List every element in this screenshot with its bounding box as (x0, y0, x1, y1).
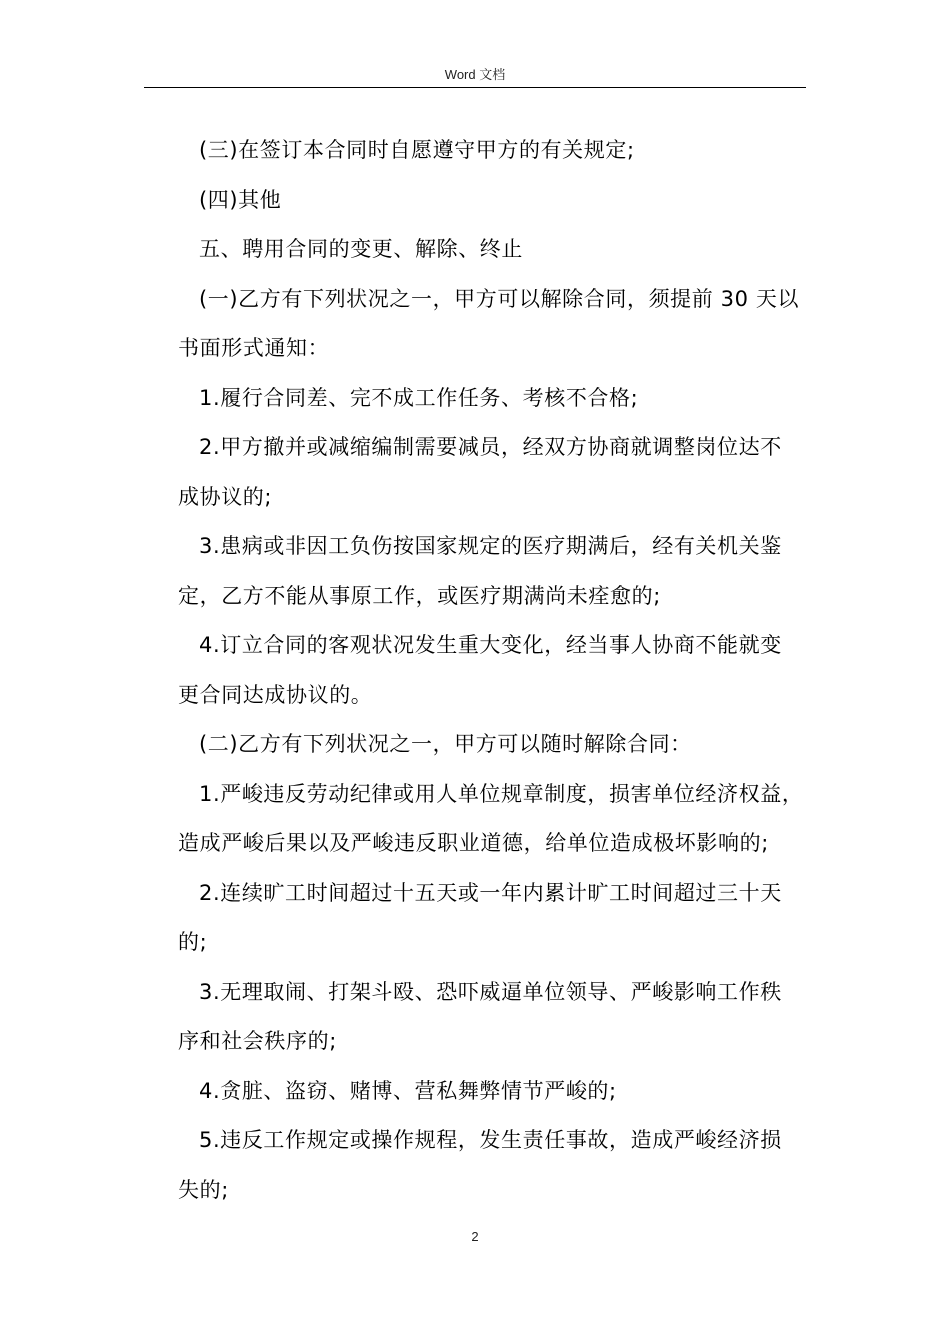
list-item: 1.严峻违反劳动纪律或用人单位规章制度，损害单位经济权益， (199, 781, 804, 806)
paragraph-line: (一)乙方有下列状况之一，甲方可以解除合同，须提前 30 天以 (199, 286, 800, 311)
list-item-continuation: 的; (178, 930, 208, 954)
list-item: 4.订立合同的客观状况发生重大变化，经当事人协商不能就变 (199, 633, 782, 657)
list-item: 2.甲方撤并或减缩编制需要减员，经双方协商就调整岗位达不 (199, 435, 782, 459)
list-item: 5.违反工作规定或操作规程，发生责任事故，造成严峻经济损 (199, 1128, 782, 1152)
list-item: 1.履行合同差、完不成工作任务、考核不合格; (199, 385, 639, 410)
paragraph-line: 书面形式通知： (178, 336, 330, 360)
list-item-continuation: 定，乙方不能从事原工作，或医疗期满尚未痊愈的; (178, 583, 661, 608)
list-item: 2.连续旷工时间超过十五天或一年内累计旷工时间超过三十天 (199, 880, 782, 905)
document-body (178, 126, 808, 1215)
list-item-continuation: 序和社会秩序的; (178, 1029, 337, 1053)
paragraph-line: (四)其他 (199, 187, 282, 212)
list-item: 3.患病或非因工负伤按国家规定的医疗期满后，经有关机关鉴 (199, 534, 782, 558)
section-heading: 五、聘用合同的变更、解除、终止 (199, 237, 523, 261)
list-item-continuation: 失的; (178, 1177, 229, 1202)
paragraph-line: (三)在签订本合同时自愿遵守甲方的有关规定; (199, 138, 635, 162)
page-header: Word 文档 (444, 67, 506, 82)
paragraph-line: (二)乙方有下列状况之一，甲方可以随时解除合同： (199, 732, 692, 756)
list-item: 4.贪脏、盗窃、赌博、营私舞弊情节严峻的; (199, 1078, 617, 1103)
list-item: 3.无理取闹、打架斗殴、恐吓威逼单位领导、严峻影响工作秩 (199, 979, 782, 1004)
list-item-continuation: 成协议的; (178, 484, 273, 509)
list-item-continuation: 造成严峻后果以及严峻违反职业道德，给单位造成极坏影响的; (178, 831, 769, 855)
header-rule (144, 87, 806, 88)
list-item-continuation: 更合同达成协议的。 (178, 682, 373, 707)
page-number: 2 (471, 1229, 479, 1244)
